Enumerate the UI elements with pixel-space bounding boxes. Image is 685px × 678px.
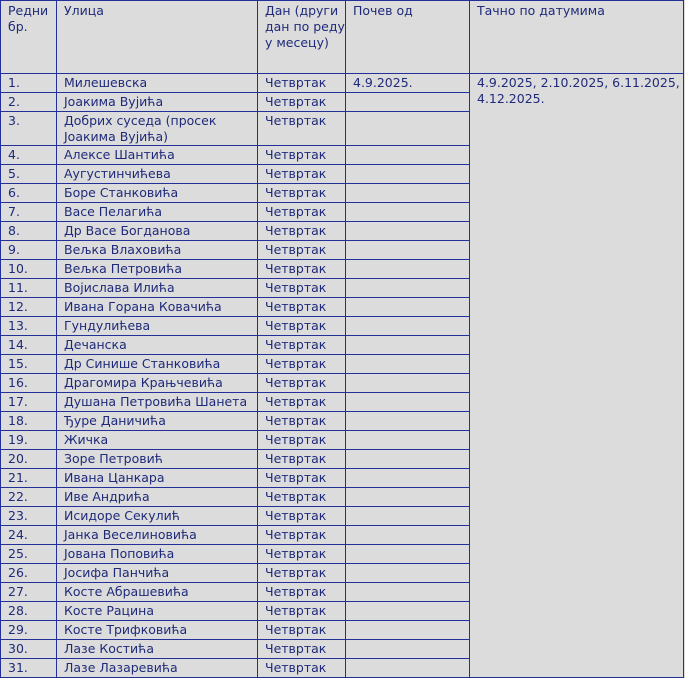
row-number: 10. [1,260,57,279]
row-day: Четвртак [258,374,346,393]
table-row [1,74,684,93]
row-number: 14. [1,336,57,355]
row-number: 6. [1,184,57,203]
row-street: Јована Поповића [57,545,258,564]
row-day: Четвртак [258,412,346,431]
row-number: 5. [1,165,57,184]
row-number: 19. [1,431,57,450]
row-number: 16. [1,374,57,393]
row-street: Драгомира Крањчевића [57,374,258,393]
header-number: Редни бр. [1,1,57,74]
row-number: 26. [1,564,57,583]
row-number: 18. [1,412,57,431]
row-number: 4. [1,146,57,165]
row-street: Јосифа Панчића [57,564,258,583]
row-number: 1. [1,74,57,93]
row-start [346,203,470,222]
row-start [346,260,470,279]
row-start [346,336,470,355]
row-street: Косте Трифковића [57,621,258,640]
row-street: Аугустинчићева [57,165,258,184]
row-street: Јанка Веселиновића [57,526,258,545]
row-number: 27. [1,583,57,602]
row-day: Четвртак [258,564,346,583]
row-street: Исидоре Секулић [57,507,258,526]
row-day: Четвртак [258,165,346,184]
row-street: Дечанска [57,336,258,355]
row-day: Четвртак [258,602,346,621]
row-number: 31. [1,659,57,678]
row-day: Четвртак [258,336,346,355]
row-street: Вељка Влаховића [57,241,258,260]
row-day: Четвртак [258,469,346,488]
row-street: Милешевска [57,74,258,93]
row-day: Четвртак [258,621,346,640]
row-start [346,93,470,112]
row-day: Четвртак [258,74,346,93]
dates-cell: 4.9.2025, 2.10.2025, 6.11.2025, 4.12.2025. [470,74,684,678]
row-start [346,279,470,298]
row-number: 3. [1,112,57,146]
row-start [346,374,470,393]
row-street: Алексе Шантића [57,146,258,165]
row-street: Ивана Цанкара [57,469,258,488]
row-start [346,184,470,203]
row-street: Др Синише Станковића [57,355,258,374]
row-start: 4.9.2025. [346,74,470,93]
row-street: Ђуре Даничића [57,412,258,431]
row-day: Четвртак [258,545,346,564]
header-row [1,1,684,74]
row-street: Јоакима Вујића [57,93,258,112]
row-start [346,450,470,469]
row-day: Четвртак [258,393,346,412]
row-day: Четвртак [258,298,346,317]
row-start [346,621,470,640]
row-street: Жичка [57,431,258,450]
row-day: Четвртак [258,507,346,526]
row-street: Душана Петровића Шанета [57,393,258,412]
row-day: Четвртак [258,488,346,507]
row-day: Четвртак [258,203,346,222]
row-number: 28. [1,602,57,621]
row-number: 23. [1,507,57,526]
row-day: Четвртак [258,241,346,260]
row-start [346,355,470,374]
row-street: Вељка Петровића [57,260,258,279]
row-start [346,564,470,583]
row-start [346,507,470,526]
row-number: 30. [1,640,57,659]
row-day: Четвртак [258,112,346,146]
row-day: Четвртак [258,450,346,469]
row-day: Четвртак [258,355,346,374]
row-street: Косте Абрашевића [57,583,258,602]
row-street: Лазе Лазаревића [57,659,258,678]
row-start [346,583,470,602]
row-start [346,602,470,621]
row-start [346,317,470,336]
row-day: Четвртак [258,317,346,336]
row-number: 7. [1,203,57,222]
row-street: Гундулићева [57,317,258,336]
row-day: Четвртак [258,583,346,602]
row-start [346,146,470,165]
row-number: 9. [1,241,57,260]
row-street: Др Васе Богданова [57,222,258,241]
row-number: 22. [1,488,57,507]
row-number: 8. [1,222,57,241]
row-day: Четвртак [258,184,346,203]
row-number: 20. [1,450,57,469]
row-start [346,241,470,260]
row-start [346,298,470,317]
row-day: Четвртак [258,222,346,241]
row-number: 2. [1,93,57,112]
row-number: 13. [1,317,57,336]
row-start [346,488,470,507]
row-day: Четвртак [258,279,346,298]
row-start [346,412,470,431]
row-start [346,222,470,241]
row-day: Четвртак [258,93,346,112]
row-street: Лазе Костића [57,640,258,659]
row-street: Боре Станковића [57,184,258,203]
row-day: Четвртак [258,260,346,279]
row-number: 21. [1,469,57,488]
row-start [346,112,470,146]
row-start [346,469,470,488]
row-number: 25. [1,545,57,564]
row-day: Четвртак [258,640,346,659]
row-start [346,659,470,678]
row-day: Четвртак [258,146,346,165]
row-number: 12. [1,298,57,317]
row-street: Косте Рацина [57,602,258,621]
row-street: Иве Андрића [57,488,258,507]
row-day: Четвртак [258,431,346,450]
row-start [346,545,470,564]
row-day: Четвртак [258,659,346,678]
header-dates: Тачно по датумима [470,1,684,74]
header-day: Дан (други дан по реду у месецу) [258,1,346,74]
row-start [346,431,470,450]
row-start [346,165,470,184]
row-street: Војислава Илића [57,279,258,298]
row-start [346,393,470,412]
row-street: Ивана Горана Ковачића [57,298,258,317]
row-number: 24. [1,526,57,545]
row-number: 29. [1,621,57,640]
row-street: Добрих суседа (просек Јоакима Вујића) [57,112,258,146]
header-street: Улица [57,1,258,74]
row-street: Васе Пелагића [57,203,258,222]
header-start: Почев од [346,1,470,74]
row-start [346,526,470,545]
row-street: Зоре Петровић [57,450,258,469]
row-number: 17. [1,393,57,412]
row-day: Четвртак [258,526,346,545]
row-start [346,640,470,659]
row-number: 11. [1,279,57,298]
row-number: 15. [1,355,57,374]
